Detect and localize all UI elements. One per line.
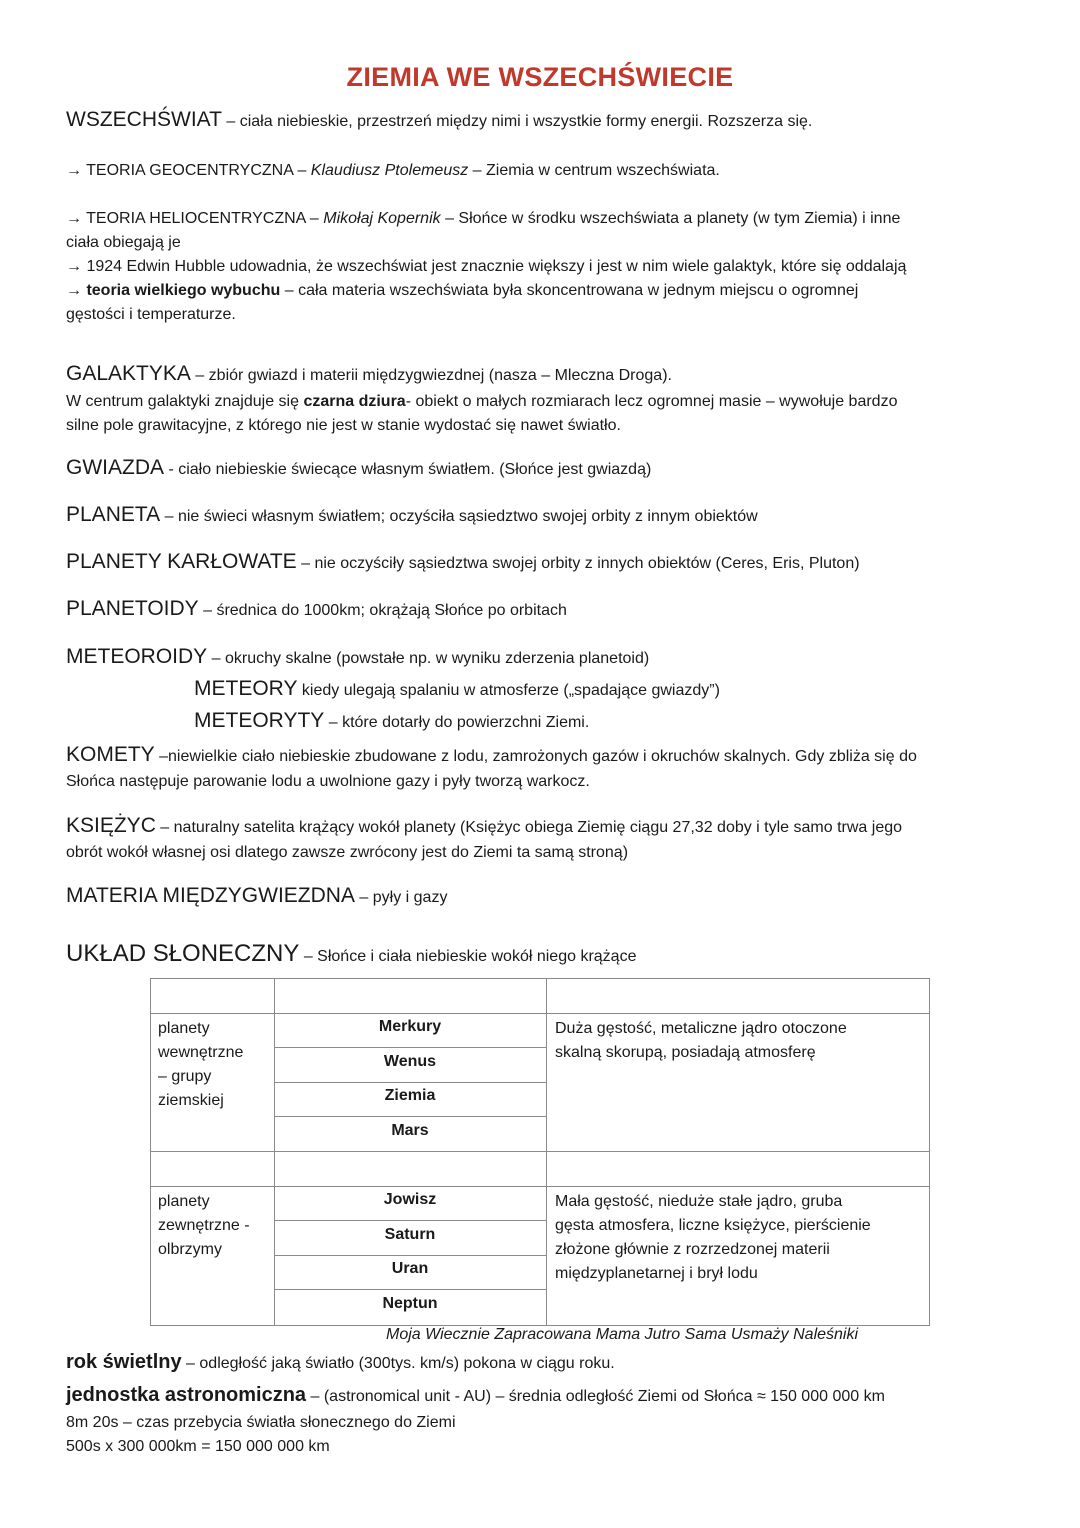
term-gwiazda: GWIAZDA <box>66 456 164 479</box>
inner-label-line: wewnętrzne <box>158 1044 244 1061</box>
term-karlowate: PLANETY KARŁOWATE <box>66 550 297 573</box>
term-planetoidy: PLANETOIDY <box>66 597 199 620</box>
planet-ziemia: Ziemia <box>384 1087 436 1104</box>
meteoryty-definition <box>194 709 589 733</box>
inner-label-line: ziemskiej <box>158 1092 224 1109</box>
term-meteoroidy: METEOROIDY <box>66 645 208 668</box>
calculation: 500s x 300 000km = 150 000 000 km <box>66 1438 330 1455</box>
def-planeta: – nie świeci własnym światłem; oczyściła sąsiedztwo swojej orbity z innym obiektów <box>160 508 758 525</box>
galaktyka-line2-prefix: W centrum galaktyki znajduje się <box>66 393 304 410</box>
light-travel-time: 8m 20s – czas przebycia światła słonecznego do Ziemi <box>66 1414 456 1431</box>
helio-rest: – Słońce w środku wszechświata a planety (w tym Ziemia) i inne <box>440 210 901 227</box>
black-hole-term: czarna dziura <box>303 393 406 410</box>
planet-neptun: Neptun <box>382 1295 438 1312</box>
planets-table <box>150 978 930 1326</box>
uklad-definition <box>66 940 636 968</box>
meteoroidy-definition <box>66 645 649 669</box>
def-ksiezyc: – naturalny satelita krążący wokół planety (Księżyc obiega Ziemię ciągu 27,32 doby i tyle samo trwa jego <box>155 819 903 836</box>
term-materia: MATERIA MIĘDZYGWIEZDNA <box>66 884 355 907</box>
materia-definition <box>66 884 447 908</box>
planeta-definition <box>66 503 758 527</box>
outer-desc-line: międzyplanetarnej i brył lodu <box>555 1265 758 1282</box>
heliocentric-theory <box>66 207 906 327</box>
planet-jowisz: Jowisz <box>383 1191 437 1208</box>
def-wszechswiat: – ciała niebieskie, przestrzeń między nimi i wszystkie formy energii. Rozszerza się. <box>221 113 813 130</box>
hubble-note: → 1924 Edwin Hubble udowadnia, że wszechświat jest znacznie większy i jest w nim wiele galaktyk, które się oddalają <box>66 258 907 275</box>
outer-label-line: olbrzymy <box>158 1241 223 1258</box>
planetoidy-definition <box>66 597 567 621</box>
outer-label-line: planety <box>158 1193 210 1210</box>
galaktyka-line2-rest: - obiekt o małych rozmiarach lecz ogromnej masie – wywołuje bardzo <box>405 393 898 410</box>
outer-desc-line: gęsta atmosfera, liczne księżyce, pierścienie <box>555 1217 871 1234</box>
rok-swietlny-definition <box>66 1351 615 1374</box>
bigbang-rest: – cała materia wszechświata była skoncentrowana w jednym miejscu o ogromnej <box>280 282 859 299</box>
def-meteoroidy: – okruchy skalne (powstałe np. w wyniku zderzenia planetoid) <box>207 650 650 667</box>
inner-label-line: – grupy <box>158 1068 212 1085</box>
galaktyka-definition <box>66 362 672 386</box>
meteory-definition <box>194 677 720 701</box>
planet-mars: Mars <box>391 1122 429 1139</box>
page-title: ZIEMIA WE WSZECHŚWIECIE <box>346 62 734 92</box>
def-au: – (astronomical unit - AU) – średnia odległość Ziemi od Słońca ≈ 150 000 000 km <box>306 1388 885 1405</box>
planet-mnemonic: Moja Wiecznie Zapracowana Mama Jutro Sama Usmaży Naleśniki <box>386 1326 859 1343</box>
outer-planets-description <box>555 1190 871 1286</box>
inner-planets-label <box>158 1017 243 1113</box>
helio-prefix: → TEORIA HELIOCENTRYCZNA – <box>66 210 324 227</box>
def-meteoryty: – które dotarły do powierzchni Ziemi. <box>324 714 590 731</box>
term-uklad: UKŁAD SŁONECZNY <box>66 940 300 967</box>
galaktyka-line3: silne pole grawitacyjne, z którego nie jest w stanie wydostać się nawet światło. <box>66 417 621 434</box>
planet-merkury: Merkury <box>378 1018 442 1035</box>
term-rok-swietlny: rok świetlny <box>66 1351 182 1373</box>
def-planetoidy: – średnica do 1000km; okrążają Słońce po orbitach <box>198 602 567 619</box>
def-komety: –niewielkie ciało niebieskie zbudowane z lodu, zamrożonych gazów i okruchów skalnych. Gdy zbliża się do <box>154 748 917 765</box>
komety-line2: Słońca następuje parowanie lodu a uwolnione gazy i pyły tworzą warkocz. <box>66 773 590 790</box>
bigbang-rest2: gęstości i temperaturze. <box>66 306 236 323</box>
def-uklad: – Słońce i ciała niebieskie wokół niego krążące <box>299 948 637 965</box>
gwiazda-definition <box>66 456 651 480</box>
term-meteoryty: METEORYTY <box>194 709 325 732</box>
planet-uran: Uran <box>391 1260 429 1277</box>
geocentric-theory <box>66 162 720 180</box>
au-definition <box>66 1384 885 1407</box>
helio-author: Mikołaj Kopernik <box>323 210 441 227</box>
inner-desc-line: skalną skorupą, posiadają atmosferę <box>555 1044 816 1061</box>
term-au: jednostka astronomiczna <box>66 1384 307 1406</box>
ksiezyc-definition <box>66 814 902 838</box>
geo-prefix: → TEORIA GEOCENTRYCZNA – <box>66 162 311 179</box>
term-galaktyka: GALAKTYKA <box>66 362 191 385</box>
ksiezyc-line2: obrót wokół własnej osi dlatego zawsze zwrócony jest do Ziemi ta samą stroną) <box>66 844 629 861</box>
def-materia: – pyły i gazy <box>354 889 448 906</box>
komety-definition <box>66 743 917 767</box>
outer-planets-label <box>158 1190 250 1262</box>
bigbang-prefix: → <box>66 282 87 299</box>
galaktyka-details <box>66 390 897 438</box>
term-wszechswiat: WSZECHŚWIAT <box>66 108 222 131</box>
term-planeta: PLANETA <box>66 503 161 526</box>
karlowate-definition <box>66 550 860 574</box>
def-karlowate: – nie oczyściły sąsiedztwa swojej orbity z innych obiektów (Ceres, Eris, Pluton) <box>296 555 860 572</box>
def-galaktyka: – zbiór gwiazd i materii międzygwiezdnej (nasza – Mleczna Droga). <box>190 367 672 384</box>
helio-rest2: ciała obiegają je <box>66 234 181 251</box>
inner-desc-line: Duża gęstość, metaliczne jądro otoczone <box>555 1020 847 1037</box>
term-ksiezyc: KSIĘŻYC <box>66 814 156 837</box>
wszechswiat-definition <box>66 108 812 132</box>
outer-desc-line: złożone głównie z rozrzedzonej materii <box>555 1241 830 1258</box>
outer-desc-line: Mała gęstość, nieduże stałe jądro, gruba <box>555 1193 843 1210</box>
term-meteory: METEORY <box>194 677 298 700</box>
def-meteory: kiedy ulegają spalaniu w atmosferze („spadające gwiazdy”) <box>297 682 720 699</box>
outer-label-line: zewnętrzne - <box>158 1217 250 1234</box>
geo-rest: – Ziemia w centrum wszechświata. <box>468 162 720 179</box>
inner-planets-description <box>555 1017 847 1065</box>
bigbang-term: teoria wielkiego wybuchu <box>86 282 281 299</box>
def-gwiazda: - ciało niebieskie świecące własnym światłem. (Słońce jest gwiazdą) <box>164 461 652 478</box>
planet-saturn: Saturn <box>384 1226 436 1243</box>
planet-wenus: Wenus <box>383 1053 437 1070</box>
inner-label-line: planety <box>158 1020 210 1037</box>
def-rok-swietlny: – odległość jaką światło (300tys. km/s) pokona w ciągu roku. <box>181 1355 615 1372</box>
term-komety: KOMETY <box>66 743 155 766</box>
geo-author: Klaudiusz Ptolemeusz <box>310 162 469 179</box>
